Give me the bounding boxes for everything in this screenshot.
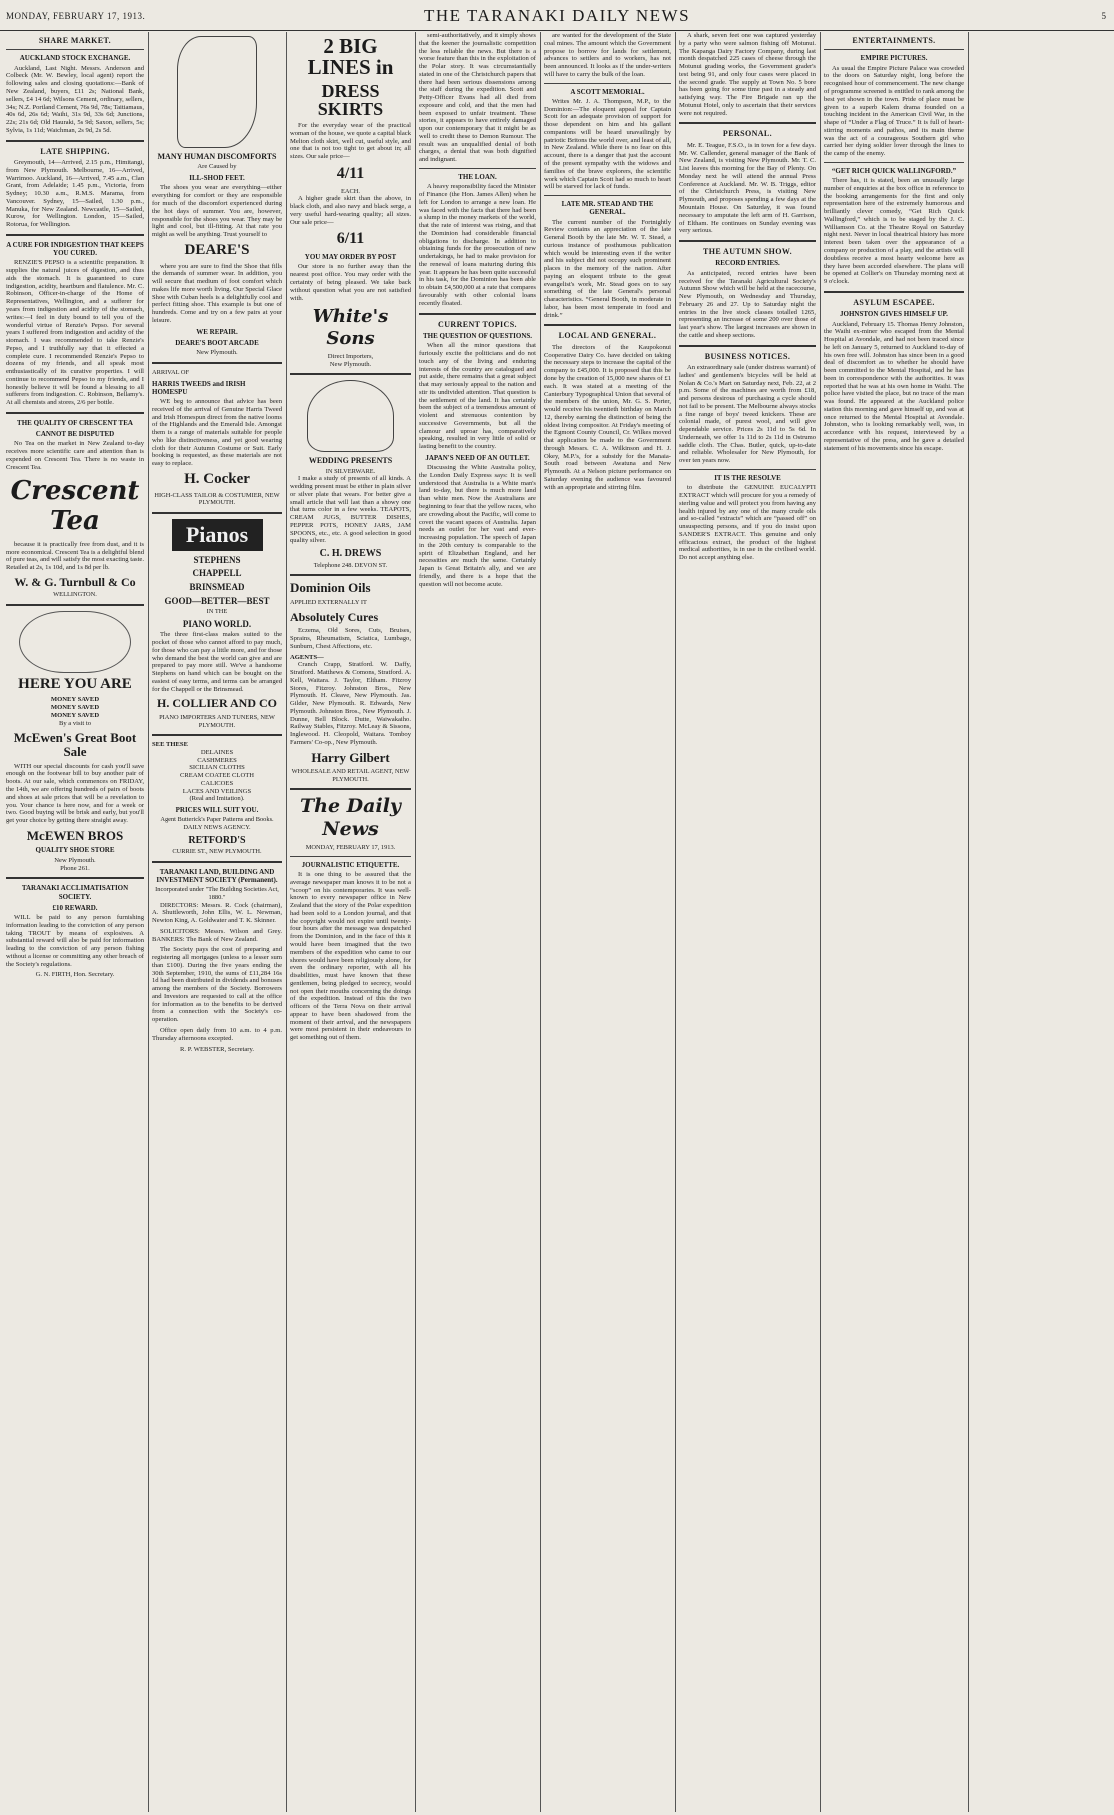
johnston-subheading: JOHNSTON GIVES HIMSELF UP.	[840, 310, 948, 319]
here-you-are-heading: HERE YOU ARE	[18, 675, 132, 692]
journalistic-text: It is one thing to be assured that the average newspaper man knows it to be not a “scoop” on his contemporaries. It was well-known to every newspaper office in New Zealand that the story of the Polar expedition had been sold to a London journal, and that the copyright would not expire until twenty-four hours after the message was despatched from the Dominion, and in the face of this it would have been imagined that the two members of the expedition who came to our shores would have been religiously alone, for even the ordinary reporter, with all his disabilities, must have known that these gentlemen, being pledged to secrecy, would not open their mouths concerning the doings of the expedition. Instead of this the two officers of the Terra Nova on their arrival appear to have been shadowed from the moment of their arrival, and the newspapers were most persistent in their endeavours to get something out of them.	[290, 871, 411, 1042]
japan-text: Discussing the White Australia policy, the London Daily Express says: It is well understood that Australia is a White man's land to-day, but there is much more land than white men. Now the Australians are beginning to fear that the yellow races, who are crowding about the Pacific, will come to covet the vacant spaces of Australia. Japan needs an outlet for her vast and ever-increasing population. The speech of Japan in the 20th century is comparable to the spirit of Elizabethan England, and her necessities are much the same. Certainly Japan is Great Britain's ally, and we are friendly, and there is a hope that the question will not become acute.	[419, 464, 536, 588]
retford-address: CURRIE ST., NEW PLYMOUTH.	[172, 848, 262, 856]
mcewen-location: New Plymouth.	[54, 856, 96, 864]
land-directors: DIRECTORS: Messrs. R. Cock (chairman), A. Shuttleworth, John Ellis, W. L. Newman, Newton King, A. Goldwater and T. K. Skinner.	[152, 901, 282, 925]
resolve-text: to distribute the GENUINE EUCALYPTI EXTRACT which will procure for you a remedy of sterling value and will protect you from having any health injured by any one of the many crude oils and so-called “extracts” which are “passed off” on unsuspecting persons, and if you do insist upon SANDER'S EXTRACT. This genuine and only efficacious extract, the product of the highest medical authorities, is in use in the civilised world. Do not accept anything else.	[679, 484, 816, 562]
two-big-lines: 2 BIG LINES in	[307, 34, 394, 79]
handshake-illustration	[19, 611, 131, 673]
mcewen-phone: Phone 261.	[60, 864, 90, 872]
scott-memorial-heading: A SCOTT MEMORIAL.	[570, 87, 645, 96]
mcewen-bros: McEWEN BROS	[26, 827, 124, 843]
mcewen-text: WITH our special discounts for cash you'll save enough on the footwear bill to buy another pair of boots. At our sale, which commences on FRIDAY, the 14th, we are offering hundreds of pairs of boots and shoes at sale prices that will be a revelation to you. Your chance is here now, and for a week or two. Good buying will be brisk and early, but you'll get your choice by getting there straight away.	[6, 762, 144, 825]
business-notices-heading: BUSINESS NOTICES.	[704, 351, 791, 361]
skirt-price-2: 6/11	[336, 230, 365, 248]
crescent-tea-logo: Crescent Tea	[10, 475, 140, 537]
topics-text: When all the minor questions that furiously excite the politicians and do not touch any of the living and enduring interests of the country are catalogued and put aside, there remains that a great subject that may seriously appeal to the nation and stir its undivided attention. That question is the settlement of the land. It has certainly been the subject of a tremendous amount of violent and strenuous contention by successive Governments, but all the clamour and uproar has, comparatively speaking, resulted in very little of solid or lasting benefit to the country.	[419, 342, 536, 451]
piano-stephens: STEPHENS	[193, 554, 241, 565]
scott-memorial-text: Writes Mr. J. A. Thompson, M.P., to the Dominion:—The eloquent appeal for Captain Scott for an adequate provision of support for those dependent on him and his gallant companions will be heard unavailingly by patriotic Britons the world over, and least of all, in New Zealand. While there is no fear on this account, there is a danger that just the account of the present sympathy with the widows and families of the brave explorers, the scientific work which Captain Scott had so much to heart will be starved for lack of funds.	[544, 97, 671, 191]
mcewen-heading: McEwen's Great Boot Sale	[13, 730, 137, 760]
crescent-tea-text-2: because it is practically free from dust, and it is more economical. Crescent Tea is a delightful blend of pure teas, and will satisfy the most exacting taste. Retailed at 2s, 1s 10d, and 1s 8d per lb.	[6, 540, 144, 572]
personal-heading: PERSONAL.	[722, 129, 773, 139]
column-rule	[675, 32, 676, 1812]
masthead-title: THE TARANAKI DAILY NEWS	[423, 6, 691, 25]
applied-externally: APPLIED EXTERNALLY IT	[290, 599, 367, 607]
collier-sub: PIANO IMPORTERS AND TUNERS, NEW PLYMOUTH.	[159, 714, 275, 729]
crescent-tea-heading-2: CANNOT BE DISPUTED	[35, 430, 115, 439]
column-5	[544, 32, 671, 1812]
column-rule	[968, 32, 969, 1812]
empire-pictures-heading: EMPIRE PICTURES.	[860, 54, 928, 63]
boot-illustration	[177, 36, 257, 148]
auckland-exchange-text: Auckland, Last Night. Messrs. Anderson and Colbeck (Mr. W. Bewley, local agent) report the following sales and closing quotations:—Bank of New Zealand, buyers, £11 2s; National Bank, sellers, £4 14 6d; Wilsons Cement, ordinary, sellers, 34s; N.Z. Portland Cement, 76s 9d, 78s; Taitiamaus, 40s 6d, 26s 6d; Waihi, 31s 9d, 33s 6d; Junctions, 22s; 21s 6d; Old Hauraki, 5s 9d; Saxon, sellers, 5s; Sylvia, 1s 11d; Waichman, 2s 9d, 2s 5d.	[6, 64, 144, 134]
column-4	[419, 32, 536, 1812]
polar-text: semi-authoritatively, and it simply shows that the keener the journalistic competition the less reliable the news. But there is a worse feature than this in the exploitation of the Polar story. It was circumstantially stated in one of the Christchurch papers that there had been serious dissensions among the staff during the expedition. Scott and Petty-Officer Evans had all died from exposure and cold, and that the men had been exposed to unfair treatment. These stories, it appears to have entirely damaged upon our contemporary that it might be as well to credit these to Demon Rumour. The result was an unqualified denial of both charges, a denial that was both dignified and indignant.	[419, 32, 536, 164]
cocker-sub: HIGH-CLASS TAILOR & COSTUMIER, NEW PLYMOUTH.	[154, 491, 280, 507]
autumn-show-heading: THE AUTUMN SHOW.	[702, 247, 792, 257]
land-office: Office open daily from 10 a.m. to 4 p.m. Thursday afternoons excepted.	[152, 1026, 282, 1042]
stead-heading: LATE MR. STEAD AND THE GENERAL.	[561, 200, 654, 217]
see-these: SEE THESE	[152, 741, 188, 749]
money-saved-3: MONEY SAVED	[50, 711, 100, 719]
mail-order-text: Our store is no further away than the nearest post office. You may order with the certainty of being pleased. We take back without question what you are not satisfied with.	[290, 263, 411, 302]
absolutely-cures: Absolutely Cures	[290, 609, 379, 624]
arrival-text: ARRIVAL OF	[152, 368, 190, 376]
question-heading: THE QUESTION OF QUESTIONS.	[422, 331, 533, 340]
shipping-text: Greymouth, 14—Arrived, 2.15 p.m., Himitangi, from New Plymouth. Melbourne, 16—Arrived, Warrimoo. Auckland, 16—Arrived, 7.45 a.m., Clan Grant, from Adelaide; 1.45 p.m., Victoria, from Sydney; 10.30 a.m., R.M.S. Marama, from Vancouver. Sydney, 15—Sailed, 1.30 p.m., Manuka, for New Zealand. Newcastle, 15—Sailed, Kurow, for Wellington. London, 15—Sailed, Rotorua, for Wellington.	[6, 159, 144, 229]
good-better-best: GOOD—BETTER—BEST	[164, 595, 270, 606]
oils-text: Eczema, Old Sores, Cuts, Bruises, Sprains, Rheumatism, Sciatica, Lumbago, Sunburn, Chest Affections, etc.	[290, 627, 411, 650]
item-sicilian: SICILIAN CLOTHS	[189, 764, 245, 772]
land-text: The Society pays the cost of preparing and registering all mortgages (unless to a lesser sum than £100). During the five years ending the 30th September, 1910, the sums of £11,284 16s 1d had been distributed in dividends and bonuses among the members of the Society. Borrowers and Investors are requested to call at the office for information as to the benefits to be derived from a connection with the Society's co-operation.	[152, 946, 282, 1024]
resolve-heading: IT IS THE RESOLVE	[714, 474, 781, 483]
deares-location: New Plymouth.	[196, 349, 238, 357]
land-incorporated: Incorporated under "The Building Societies Act, 1880."	[155, 886, 279, 901]
japan-heading: JAPAN'S NEED OF AN OUTLET.	[425, 453, 530, 462]
we-repair: WE REPAIR.	[196, 327, 238, 336]
coal-mines-text: are wanted for the development of the State coal mines. The amount which the Government propose to borrow for lands for settlement, advances to settlers and to workers, has not been announced. It looks as if the under-writers will have to carry the bulk of the loan.	[544, 32, 671, 78]
acclimatisation-secretary: G. N. FIRTH, Hon. Secretary.	[35, 971, 115, 979]
autumn-show-text: As anticipated, record entries have been received for the Taranaki Agricultural Society's Autumn Show which will be held at the racecourse, New Plymouth, on Wednesday and Thursday, February 26 and 27. Up to Saturday night the entries in the live stock classes totalled 1265, representing an increase of some 200 over those of last year's show. The largest increases are shown in the cattle and sheep sections.	[679, 269, 816, 339]
deares-arcade: DEARE'S BOOT ARCADE	[175, 338, 259, 347]
local-general-heading: LOCAL AND GENERAL.	[558, 331, 657, 341]
money-saved-2: MONEY SAVED	[50, 704, 100, 712]
acclimatisation-heading: TARANAKI ACCLIMATISATION SOCIETY.	[21, 884, 129, 901]
turnbull-firm: W. & G. Turnbull & Co	[14, 574, 136, 589]
pepso-text: RENZIE'S PEPSO is a scientific preparation. It supplies the natural juices of digestion, and thus aids the stomach. It is guaranteed to cure indigestion, acidity, heartburn and flatulence. Mr. C. Robinson, Officer-in-charge of the Home of Representatives, Wellington, and a sufferer for years from indigestion and acidity of the stomach, writes:—I feel in duty bound to tell you of the wonderful virtue of Renzie's Pepso. For several years I suffered from indigestion and acidity of the stomach. I was recommended to take Renzie's Pepso, and I truthfully say that it effected a complete cure. I recommended Renzie's Pepso to dozens of my friends, and all speak most enthusiastically of its curative properties. I will continue to recommend Pepso to my friends, and I honestly believe it will be found a blessing to all sufferers from indigestion. C. Robinson, Bellamy's. At all chemists and stores, 2/6 per bottle.	[6, 259, 144, 407]
personal-text: Mr. E. Teague, F.S.O., is in town for a few days. Mr. W. Callender, general manager of the Bank of New Zealand, is visiting New Plymouth. Mr. T. C. List leaves this morning for the Bay of Plenty. On Monday next he will attend the annual Press Conference at Auckland. Mr. W. B. Triggs, editor of the Christchurch Press, is visiting New Plymouth, and proposes spending a few days at the Mountain House. On Saturday, it was found necessary to amputate the left arm of H. Garrison, of Eltham. He continues on Sunday evening was very serious.	[679, 141, 816, 235]
in-the: IN THE	[206, 608, 228, 616]
turnbull-city: WELLINGTON.	[53, 591, 97, 599]
entertainments-heading: ENTERTAINMENTS.	[852, 36, 936, 45]
wallingford-text: There has, it is stated, been an unusually large number of enquiries at the box office in reference to the booking arrangements for the first and only representation here of the extremely humorous and brilliantly clever comedy, “Get Rich Quick Wallingford,” which is to be staged by the J. C. Williamson Co. at the Theatre Royal on Saturday night next. Never in local theatrical history has more interest been taken over the appearance of a company or production of a play, and the artists will doubtless receive a most hearty welcome here as they have been accorded elsewhere. The plans will be opened at Collier's on Thursday morning next at 9 o'clock.	[824, 177, 964, 286]
quality-shoe-store: QUALITY SHOE STORE	[35, 846, 115, 855]
auckland-exchange-heading: AUCKLAND STOCK EXCHANGE.	[19, 54, 131, 63]
item-calicoes: CALICOES	[200, 779, 234, 787]
skirt-text-1: For the everyday wear of the practical woman of the house, we quote a capital black Melton cloth skirt, well cut, useful style, and one that is not too tight to get about in; all sizes. Our sale price—	[290, 122, 411, 161]
teapot-illustration	[307, 380, 394, 452]
money-saved-1: MONEY SAVED	[50, 696, 100, 704]
whites-sons-logo: White's Sons	[312, 306, 389, 349]
drews-address: Telephone 248. DEVON ST.	[313, 561, 388, 569]
piano-brinsmead: BRINSMEAD	[189, 581, 245, 592]
masthead-page-number: 5	[1101, 11, 1106, 21]
butterick-agent: Agent Butterick's Paper Patterns and Books.	[160, 816, 274, 824]
item-laces: LACES AND VEILINGS	[182, 787, 252, 795]
by-visit-text: By a visit to	[58, 719, 92, 727]
prices-suit: PRICES WILL SUIT YOU.	[175, 806, 259, 815]
gilbert-sub: WHOLESALE AND RETAIL AGENT, NEW PLYMOUTH.	[291, 768, 410, 783]
skirt-text-2: A higher grade skirt than the above, in black cloth, and also navy and black serge, a very useful hard-wearing quality; all sizes. Our sale price—	[290, 195, 411, 226]
journalistic-heading: JOURNALISTIC ETIQUETTE.	[301, 860, 400, 869]
wedding-presents-heading: WEDDING PRESENTS	[308, 456, 393, 466]
column-rule	[415, 32, 416, 1812]
column-1	[6, 32, 144, 1812]
skirt-price-1: 4/11	[336, 164, 365, 182]
wedding-text: I make a study of presents of all kinds. A wedding present must be either in plain silver or silver plate that wears. For better give a small article that will last than a showy one that turns color in a few weeks. TEAPOTS, CREAM JUGS, BUTTER DISHES, PEPPER POTS, HONEY JARS, JAM SPOONS, etc., etc. A good selection in good quality silver.	[290, 475, 411, 545]
column-2	[152, 32, 282, 1812]
acclimatisation-text: WILL be paid to any person furnishing information leading to the conviction of any person taking TROUT by means of explosives. A substantial reward will also be paid for information leading to the conviction of any person fishing without a license or committing any other breach of the Society's regulations.	[6, 914, 144, 968]
item-cashmeres: CASHMERES	[197, 756, 237, 764]
crescent-tea-text: No Tea on the market in New Zealand to-day receives more scientific care and attention than is expended on Crescent Tea. There is no waste in Crescent Tea.	[6, 440, 144, 471]
land-society-heading: TARANAKI LAND, BUILDING AND INVESTMENT SOCIETY (Permanent).	[156, 867, 278, 885]
pepso-heading: A CURE FOR INDIGESTION THAT KEEPS YOU CURED.	[6, 240, 144, 258]
daily-news-nameplate: The Daily News	[300, 795, 401, 840]
asylum-escapee-heading: ASYLUM ESCAPEE.	[853, 297, 935, 307]
drews-name: C. H. DREWS	[319, 548, 382, 560]
caused-by-text: Are Caused by	[197, 163, 237, 171]
price-each: EACH.	[341, 187, 360, 195]
gilbert-name: Harry Gilbert	[311, 749, 390, 765]
local-general-text: The directors of the Kaupokonui Cooperative Dairy Co. have decided on taking the necessary steps to increase the capital of the company to £45,000. It is proposed that this be done by the creation of 15,000 new shares of £1 each. It was stated at a meeting of the Canterbury Typographical Union that several of the members of the union, Mr. G. S. Porter, would receive his twentieth birthday on March 12, thereby earning the distinction of being the oldest living compositor. At Friday's meeting of the Egmont County Council, Cr. Wilkes moved that application be made to the Government through Messrs. C. A. Wilkinson and H. J. Okey, M.P.'s, for a subsidy for the Manaia-South road between Awatuna and New Plymouth. At a Nelson picture performance on Saturday evening the audience was favoured with an appropriate and stirring film.	[544, 343, 671, 491]
agents-label: AGENTS—	[290, 653, 324, 661]
late-shipping-heading: LATE SHIPPING.	[40, 146, 110, 156]
local-notes-text: A shark, seven feet one was captured yesterday by a party who were salmon fishing off Motunui. The Kapanga Dairy Factory Company, during last month despatched 225 cases of cheese through the Motunui grading works, the Government grader's test being 91, and only four cases were placed in the second grade. The supply at Town No. 5 bore has been going for some time past in a steady and satisfying way. The Fire Brigade ran up the Motunui Hotel, only to ascertain that their services were not required.	[679, 32, 816, 117]
item-laces-sub: (Real and Imitation).	[189, 795, 245, 803]
current-topics-heading: CURRENT TOPICS.	[438, 319, 517, 329]
retford-name: RETFORD'S	[188, 834, 246, 846]
stead-text: The current number of the Fortnightly Review contains an appreciation of the late General Booth by the late Mr. W. T. Stead, a curious instance of posthumous publication which would be interesting even if the writer and his subject did not occupy such prominent places in the memory of the nation. After paying an eloquent tribute to the great evangelist's work, Mr. Stead goes on to say something of the late General's personal characteristics. “General Booth, in moderate in labor, has been most temperate in food and drink.”	[544, 218, 671, 319]
item-cream: CREAM COATEE CLOTH	[180, 772, 254, 780]
column-6	[679, 32, 816, 1812]
discomforts-heading: MANY HUMAN DISCOMFORTS	[157, 152, 277, 161]
shoe-text: The shoes you wear are everything—either everything for comfort or they are responsible for much of the discomfort experienced during the hot days of summer. You are, however, responsible for the shoes you wear. They may be light and cool, but ill-fitting. At that rate you might as well be anything. Trust yourself to	[152, 184, 282, 239]
item-delaines: DELAINES	[200, 748, 234, 756]
share-market-heading: SHARE MARKET.	[38, 36, 112, 45]
harris-text: WE beg to announce that advice has been received of the arrival of Genuine Harris Tweed and Irish Homespun direct from the native looms of the Highlands and the Emerald Isle. Amongst them is a range of materials suitable for people who like distinctiveness, and yet good wearing cloth for their Autumn Costume or Suit. Early booking is requested, as these materials are not easy to replace.	[152, 398, 282, 468]
cocker-name: H. Cocker	[184, 470, 250, 487]
silverware-sub: IN SILVERWARE.	[325, 467, 376, 475]
deares-text: where you are sure to find the Shoe that fills the demands of summer wear. In addition, you will secure that medium of foot comfort which makes life more worth living. Our Special Glace Shoe with Cuban heels is a delightfully cool and perfect fitting shoe. This example is but one of hundreds. Come and try on a few pairs at your leisure.	[152, 262, 282, 324]
column-rule	[820, 32, 821, 1812]
dress-skirts-heading: DRESS SKIRTS	[317, 81, 384, 119]
daily-news-agency: DAILY NEWS AGENCY.	[183, 824, 251, 832]
wallingford-heading: “GET RICH QUICK WALLINGFORD.”	[831, 166, 957, 175]
pianos-banner: Pianos	[172, 519, 263, 551]
piano-text: The three first-class makes suited to the pocket of those who cannot afford to pay much, for those who can pay a little more, and for those who demand the best the world can give and are prepared to pay more still. We've a handsome Stephens on hand which can be bought on the easiest of easy terms, and terms can be arranged for the Chappell or the Brinsmead.	[152, 631, 282, 693]
asylum-text: Auckland, February 15. Thomas Henry Johnston, the Waihi ex-miner who escaped from the Mental Hospital at Avondale, and had not been traced since he left on January 5, returned to Auckland to-day of his own free will. Johnston has since been in a good deal of discomfort as to whether he should have been committed to the Mental Hospital, and he has been in correspondence with the authorities. It was reported that he was at his own home in Waihi. The police have visited the place, but no trace of the man was found. He appeared at the Auckland police station this morning and gave himself up, and was at once returned to the Mental Hospital at Avondale. Johnston, who is looking remarkably well, was, in accordance with his request, interviewed by a representative of the press, and he gave a detailed statement of his movements since his escape.	[824, 320, 964, 452]
land-solicitors: SOLICITORS: Messrs. Wilson and Grey. BANKERS: The Bank of New Zealand.	[152, 927, 282, 943]
right-margin	[970, 32, 1114, 1812]
editorial-date: MONDAY, FEBRUARY 17, 1913.	[305, 844, 396, 852]
column-rule	[540, 32, 541, 1812]
empire-pictures-text: As usual the Empire Picture Palace was crowded to the doors on Saturday night, long before the recognised hour of commencement. The new change of programme screened is entitled to rank among the best yet shown in the town. Pride of place must be given to a superb Kalem drama founded on a touching incident in the American Civil War, in the shape of “Under a Flag of Truce.” It is full of heart-stirring moments and pathos, and its main theme was the act of a courageous Southern girl who carried her dying soldier lover through the lines to the camp of the enemy.	[824, 64, 964, 158]
column-7	[824, 32, 964, 1812]
column-3	[290, 32, 411, 1812]
record-entries-heading: RECORD ENTRIES.	[715, 259, 780, 268]
reward-heading: £10 REWARD.	[52, 903, 98, 912]
direct-importers: Direct Importers,	[327, 352, 374, 360]
piano-chappell: CHAPPELL	[192, 568, 242, 579]
crescent-tea-heading-1: THE QUALITY OF CRESCENT TEA	[17, 418, 133, 427]
deares-heading: DEARE'S	[184, 241, 250, 258]
loan-heading: THE LOAN.	[458, 173, 497, 182]
dominion-oils-heading: Dominion Oils	[290, 580, 371, 596]
ill-shod-heading: ILL-SHOD FEET.	[189, 174, 245, 183]
land-secretary: R. P. WEBSTER, Secretary.	[180, 1045, 254, 1053]
column-rule	[286, 32, 287, 1812]
piano-world: PIANO WORLD.	[182, 618, 252, 629]
column-rule	[148, 32, 149, 1812]
loan-text: A heavy responsibility faced the Minister of Finance (the Hon. James Allen) when he left for London to arrange a new loan. He was faced with the facts that there had been a slump in the money markets of the world, that the rate of interest was rising, and that the Dominion had considerable financial obligations to discharge. In addition to obtaining funds for the prosecution of new undertakings, he had to make provision for the renewal of loans maturing during this year. It appears he has been quite successful in his task, for the Dominion has been able to obtain £4,500,000 at a rate that compares favourably with other colonial loans recently floated.	[419, 183, 536, 307]
mail-order-heading: YOU MAY ORDER BY POST	[304, 253, 397, 262]
collier-heading: H. COLLIER AND CO	[156, 696, 278, 711]
business-notices-text: An extraordinary sale (under distress warrant) of ladies' and gentlemen's bicycles will be held at Nolan & Co.'s Mart on Saturday next, Feb. 22, at 2 p.m. Some of the machines are worth from £18, and persons desirous of purchasing a cycle should not fail to be present. The Melbourne always stocks a fine range of boys' tweed knickers. These are colonial made, of purest wool, and will give dependable service. Prices 2s 11d to 5s 6d. In Underneath, we offer 1s 11d to 2s 11d in Ostrumo saddle cloth. The Chas. Butler, quick, up-to-date and reliable. Wholesaler for New Plymouth, for over ten years now.	[679, 364, 816, 465]
masthead-date: MONDAY, FEBRUARY 17, 1913.	[6, 11, 146, 21]
agents-text: Cranch Crapp, Stratford. W. Daffy, Stratford. Matthews & Comons, Stratford. A. Kell, Waitara. J. Taylor, Eltham. Fitzroy Stores, Fitzroy. Johnston Bros., New Plymouth. H. Cleave, New Plymouth. Jas. Gilder, New Plymouth. R. Edwards, New Plymouth. Johnston Bros., New Plymouth. J. Dunne, Bell Block. Dutte, Waiwakaiho. Railway Stables, Fitzroy. McLeay & Sissons, Inglewood. H. Cleopold, Waitara. Tomboy Farmers' Co-op., New Plymouth.	[290, 661, 411, 746]
harris-tweeds-heading: HARRIS TWEEDS and IRISH HOMESPU	[152, 379, 246, 396]
masthead	[0, 0, 1114, 31]
whites-location: New Plymouth.	[329, 360, 372, 368]
